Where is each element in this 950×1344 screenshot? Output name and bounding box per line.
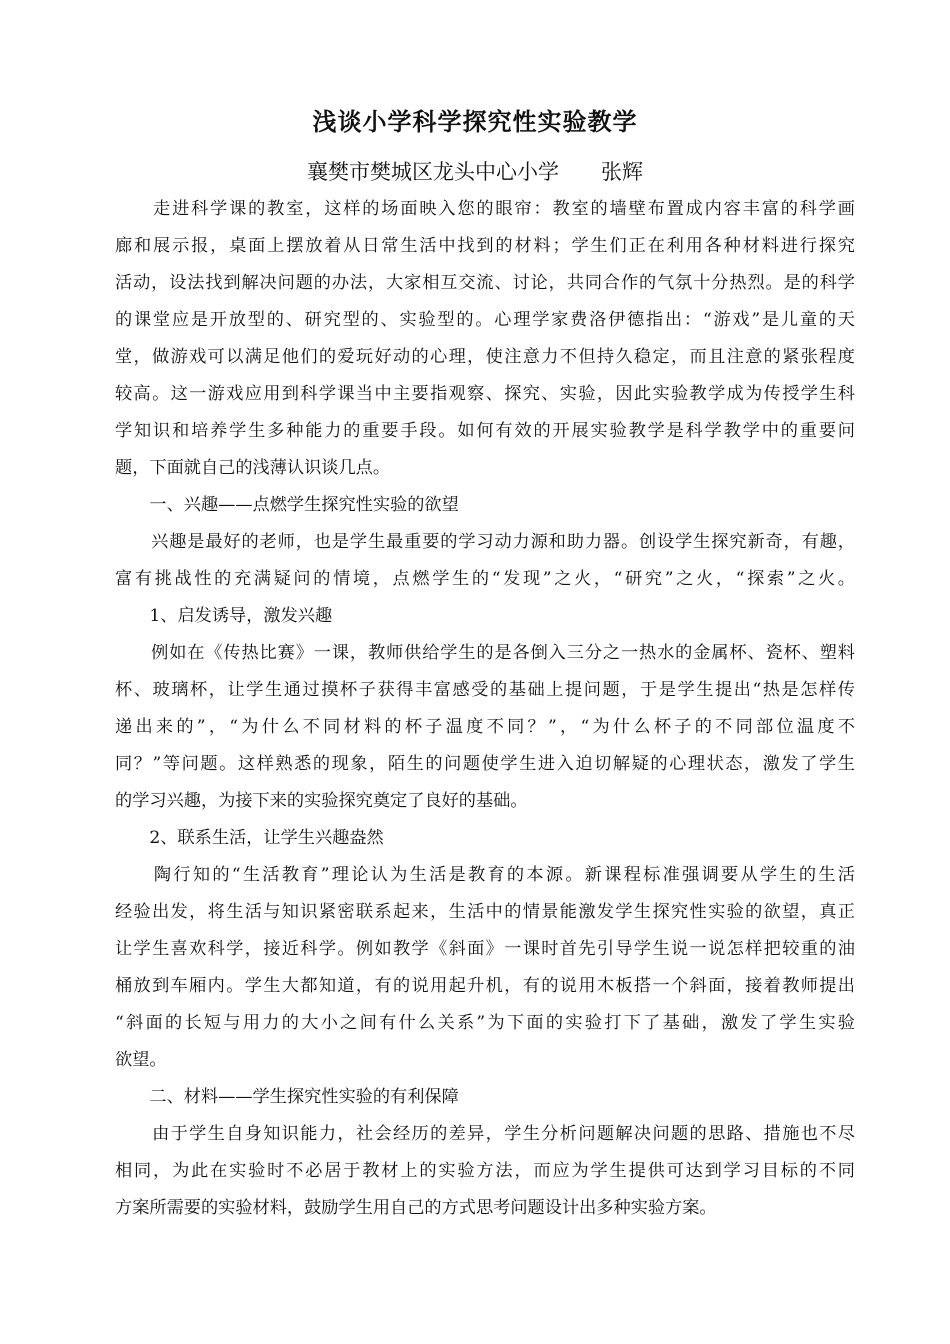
paragraph-line: 经验出发，将生活与知识紧密联系起来，生活中的情景能激发学生探究性实验的欲望，真正 xyxy=(115,902,855,922)
paragraph-line: 学知识和培养学生多种能力的重要手段。如何有效的开展实验教学是科学教学中的重要问 xyxy=(115,421,855,441)
subsection-heading: 2、联系生活，让学生兴趣盎然 xyxy=(115,828,384,848)
paragraph-line: 廊和展示报，桌面上摆放着从日常生活中找到的材料；学生们正在利用各种材料进行探究 xyxy=(115,236,855,256)
paragraph-line: 的学习兴趣，为接下来的实验探究奠定了良好的基础。 xyxy=(115,791,528,811)
section-heading: 二、材料——学生探究性实验的有利保障 xyxy=(115,1087,459,1107)
paragraph-line: 富有挑战性的充满疑问的情境，点燃学生的“发现”之火，“研究”之火，“探索”之火。 xyxy=(115,569,855,589)
paragraph-line: 兴趣是最好的老师，也是学生最重要的学习动力源和助力器。创设学生探究新奇，有趣， xyxy=(115,532,855,552)
paragraph-line: 让学生喜欢科学，接近科学。例如教学《斜面》一课时首先引导学生说一说怎样把较重的油 xyxy=(115,939,855,959)
paragraph-line: 桶放到车厢内。学生大都知道，有的说用起升机，有的说用木板搭一个斜面，接着教师提出 xyxy=(115,976,855,996)
paragraph-line: 堂，做游戏可以满足他们的爱玩好动的心理，使注意力不但持久稳定，而且注意的紧张程度 xyxy=(115,347,855,367)
paragraph-line: “斜面的长短与用力的大小之间有什么关系”为下面的实验打下了基础，激发了学生实验 xyxy=(115,1013,855,1033)
paragraph-line: 的课堂应是开放型的、研究型的、实验型的。心理学家费洛伊德指出：“游戏”是儿童的天 xyxy=(115,310,855,330)
paragraph-line: 活动，设法找到解决问题的办法，大家相互交流、讨论，共同合作的气氛十分热烈。是的科学 xyxy=(115,273,855,293)
paragraph-line: 方案所需要的实验材料，鼓励学生用自己的方式思考问题设计出多种实验方案。 xyxy=(115,1198,717,1218)
paragraph-line: 相同，为此在实验时不必居于教材上的实验方法，而应为学生提供可达到学习目标的不同 xyxy=(115,1161,855,1181)
paragraph-line: 杯、玻璃杯，让学生通过摸杯子获得丰富感受的基础上提问题，于是学生提出“热是怎样传 xyxy=(115,680,855,700)
paragraph-line: 由于学生自身知识能力，社会经历的差异，学生分析问题解决问题的思路、措施也不尽 xyxy=(115,1124,855,1144)
paragraph-line: 例如在《传热比赛》一课，教师供给学生的是各倒入三分之一热水的金属杯、瓷杯、塑料 xyxy=(115,643,855,663)
document-title: 浅谈小学科学探究性实验教学 xyxy=(312,108,638,136)
paragraph-line: 递出来的”，“为什么不同材料的杯子温度不同？”，“为什么杯子的不同部位温度不 xyxy=(115,717,855,737)
paragraph-line: 题，下面就自己的浅薄认识谈几点。 xyxy=(115,458,391,478)
paragraph-line: 走进科学课的教室，这样的场面映入您的眼帘：教室的墙壁布置成内容丰富的科学画 xyxy=(115,199,855,219)
subsection-heading: 1、启发诱导，激发兴趣 xyxy=(115,606,333,626)
section-heading: 一、兴趣——点燃学生探究性实验的欲望 xyxy=(115,495,459,515)
author-byline: 襄樊市樊城区龙头中心小学 张辉 xyxy=(307,160,643,184)
paragraph-line: 欲望。 xyxy=(115,1050,167,1070)
paragraph-line: 同？”等问题。这样熟悉的现象，陌生的问题使学生进入迫切解疑的心理状态，激发了学生 xyxy=(115,754,855,774)
paragraph-line: 陶行知的“生活教育”理论认为生活是教育的本源。新课程标准强调要从学生的生活 xyxy=(115,865,855,885)
paragraph-line: 较高。这一游戏应用到科学课当中主要指观察、探究、实验，因此实验教学成为传授学生科 xyxy=(115,384,855,404)
